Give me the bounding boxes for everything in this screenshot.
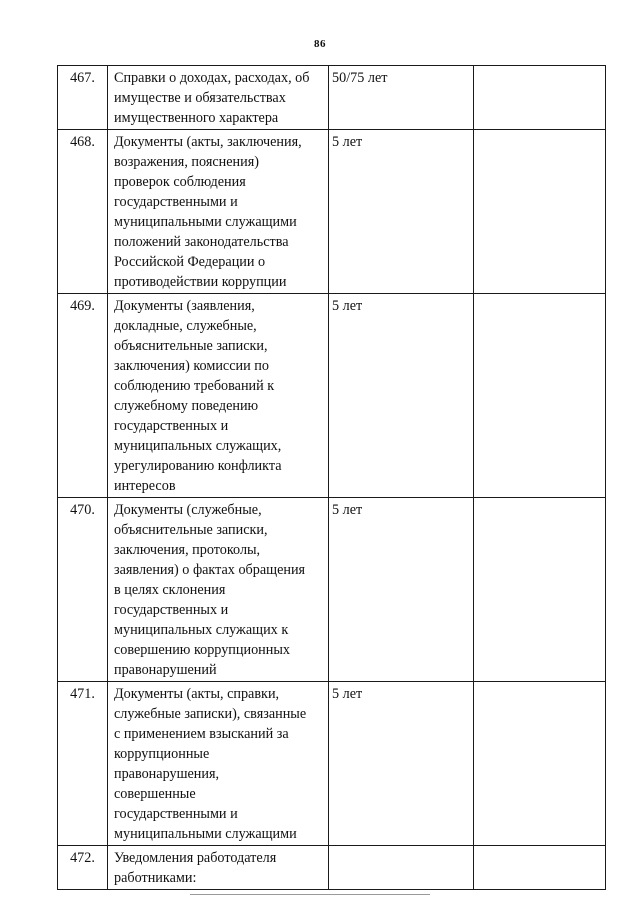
retention-term: 50/75 лет [329, 66, 474, 130]
document-title-cell [108, 846, 329, 890]
document-title-line: коррупционные [114, 746, 210, 762]
document-title-line: работниками: [114, 870, 197, 886]
document-title-line: Документы (заявления, [114, 298, 255, 314]
document-title-line: служебному поведению [114, 398, 259, 414]
document-title-line: Справки о доходах, расходах, об [114, 70, 310, 86]
document-title-cell [108, 130, 329, 294]
document-title-line: Документы (акты, заключения, [114, 134, 302, 150]
document-title-line: соблюдению требований к [114, 378, 275, 394]
document-title-line: государственными и [114, 806, 238, 822]
document-title-line: совершению коррупционных [114, 642, 290, 658]
document-title-line: правонарушений [114, 662, 217, 678]
document-title-cell [108, 498, 329, 682]
document-title-cell [108, 682, 329, 846]
document-title-line: Документы (служебные, [114, 502, 262, 518]
document-title-line: с применением взысканий за [114, 726, 289, 742]
document-title-line: Российской Федерации о [114, 254, 266, 270]
row-number: 468. [58, 130, 108, 294]
document-title-line: Документы (акты, справки, [114, 686, 280, 702]
document-title-line: имуществе и обязательствах [114, 90, 286, 106]
records-retention-table [57, 65, 606, 890]
retention-term: 5 лет [329, 294, 474, 498]
document-title-cell [108, 294, 329, 498]
document-title-line: муниципальными служащими [114, 826, 297, 842]
document-title-line: государственными и [114, 194, 238, 210]
table-row [58, 846, 606, 890]
row-number: 471. [58, 682, 108, 846]
bottom-scan-rule [190, 894, 430, 895]
document-title-line: противодействии коррупции [114, 274, 287, 290]
notes-cell [474, 66, 606, 130]
notes-cell [474, 846, 606, 890]
page-number: 86 [314, 38, 326, 50]
document-title-line: совершенные [114, 786, 196, 802]
document-title-cell [108, 66, 329, 130]
document-title-line: государственных и [114, 418, 229, 434]
row-number: 469. [58, 294, 108, 498]
notes-cell [474, 682, 606, 846]
document-title-line: имущественного характера [114, 110, 279, 126]
notes-cell [474, 294, 606, 498]
table-row [58, 498, 606, 682]
document-title-line: урегулированию конфликта [114, 458, 282, 474]
document-title-line: проверок соблюдения [114, 174, 246, 190]
retention-term: 5 лет [329, 498, 474, 682]
row-number: 467. [58, 66, 108, 130]
row-number: 472. [58, 846, 108, 890]
row-number: 470. [58, 498, 108, 682]
retention-term [329, 846, 474, 890]
table-body [58, 66, 606, 890]
document-title-line: докладные, служебные, [114, 318, 257, 334]
document-title-line: в целях склонения [114, 582, 226, 598]
table-row [58, 294, 606, 498]
document-title-line: служебные записки), связанные [114, 706, 307, 722]
document-title-line: объяснительные записки, [114, 338, 268, 354]
document-title-line: государственных и [114, 602, 229, 618]
document-title-line: правонарушения, [114, 766, 220, 782]
table-row [58, 130, 606, 294]
table-row [58, 66, 606, 130]
document-title-line: муниципальными служащими [114, 214, 297, 230]
document-title-line: заключения, протоколы, [114, 542, 261, 558]
notes-cell [474, 130, 606, 294]
document-title-line: объяснительные записки, [114, 522, 268, 538]
table-row [58, 682, 606, 846]
notes-cell [474, 498, 606, 682]
retention-term: 5 лет [329, 130, 474, 294]
document-title-line: муниципальных служащих, [114, 438, 282, 454]
document-title-line: интересов [114, 478, 176, 494]
document-title-line: Уведомления работодателя [114, 850, 277, 866]
document-title-line: заключения) комиссии по [114, 358, 269, 374]
document-title-line: заявления) о фактах обращения [114, 562, 306, 578]
document-title-line: муниципальных служащих к [114, 622, 289, 638]
document-title-line: возражения, пояснения) [114, 154, 259, 170]
retention-term: 5 лет [329, 682, 474, 846]
document-title-line: положений законодательства [114, 234, 289, 250]
